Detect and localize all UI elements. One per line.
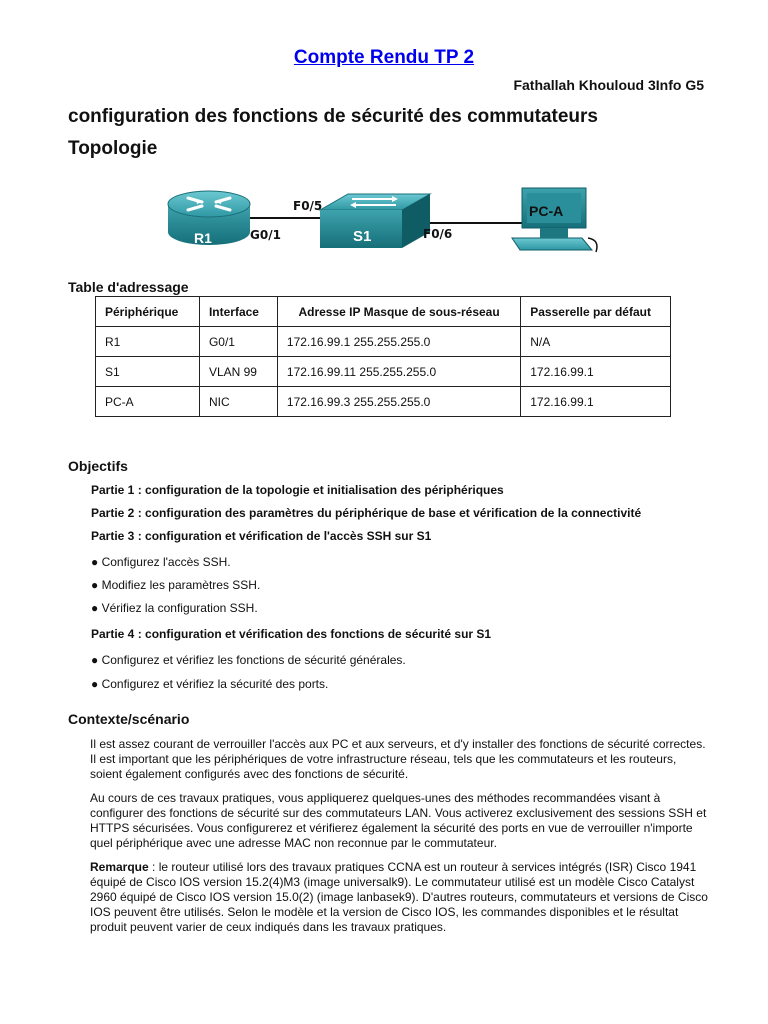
note-text: : le routeur utilisé lors des travaux pratiques CCNA est un routeur à services intégrés (ISR) Cisco 1941 équipé de Cisco IOS version 15.2(4)M3 (image universalk9). Le commutateur utilisé est un modèle Cisco Catalyst 2960 équipé de Cisco IOS version 15.0(2) (image lanbasek9). D'autres routeurs, commutateurs et versions de Cisco IOS peuvent être utilisés. Selon le modèle et la version de Cisco IOS, les commandes disponibles et le résultat produit peuvent varier de ceux indiqués dans les travaux pratiques.	[90, 860, 708, 934]
table-cell: VLAN 99	[199, 357, 277, 387]
table-cell: 172.16.99.1	[521, 357, 671, 387]
context-paragraph-2: Au cours de ces travaux pratiques, vous appliquerez quelques-unes des méthodes recommandées visant à configurer des fonctions de sécurité sur des commutateurs LAN. Vous activerez exclusivement des sessions SSH et HTTPS sécurisées. Vous configurerez et vérifierez également la sécurité des ports en vue de verrouiller n'importe quel périphérique avec une adresse MAC non reconnue par le commutateur.	[90, 791, 707, 850]
objective-part-4: Partie 4 : configuration et vérification des fonctions de sécurité sur S1	[91, 627, 492, 641]
table-cell: NIC	[199, 387, 277, 417]
document-title[interactable]: Compte Rendu TP 2	[293, 47, 475, 68]
table-cell: S1	[96, 357, 200, 387]
topology-diagram	[160, 180, 610, 262]
table-cell: 172.16.99.11 255.255.255.0	[277, 357, 520, 387]
list-item: ● Configurez l'accès SSH.	[91, 555, 231, 569]
table-cell: G0/1	[199, 327, 277, 357]
address-table-heading: Table d'adressage	[68, 279, 189, 295]
column-header: Passerelle par défaut	[521, 297, 671, 327]
objective-part-2: Partie 2 : configuration des paramètres du périphérique de base et vérification de la connectivité	[91, 506, 642, 520]
list-item: ● Vérifiez la configuration SSH.	[91, 601, 258, 615]
port-f05-label: F0/5	[293, 199, 323, 213]
column-header: Périphérique	[96, 297, 200, 327]
table-cell: 172.16.99.1	[521, 387, 671, 417]
table-row	[96, 387, 671, 417]
pc-icon	[512, 188, 597, 252]
port-g01-label: G0/1	[250, 228, 281, 242]
context-heading: Contexte/scénario	[68, 711, 190, 727]
table-row	[96, 327, 671, 357]
main-heading: configuration des fonctions de sécurité des commutateurs	[68, 106, 598, 127]
context-note	[90, 860, 710, 935]
column-header: Adresse IP Masque de sous-réseau	[277, 297, 520, 327]
objectives-heading: Objectifs	[68, 458, 128, 474]
topology-heading: Topologie	[68, 138, 158, 159]
table-cell: R1	[96, 327, 200, 357]
list-item: ● Configurez et vérifiez la sécurité des ports.	[91, 677, 329, 691]
switch-label: S1	[353, 228, 372, 245]
port-f06-label: F0/6	[423, 227, 453, 241]
table-cell: N/A	[521, 327, 671, 357]
router-label: R1	[194, 230, 212, 246]
note-label: Remarque	[90, 860, 149, 874]
table-cell: 172.16.99.1 255.255.255.0	[277, 327, 520, 357]
list-item: ● Configurez et vérifiez les fonctions de sécurité générales.	[91, 653, 406, 667]
column-header: Interface	[199, 297, 277, 327]
address-table	[95, 296, 671, 417]
objective-part-1: Partie 1 : configuration de la topologie et initialisation des périphériques	[91, 483, 504, 497]
table-cell: 172.16.99.3 255.255.255.0	[277, 387, 520, 417]
switch-s1-icon	[320, 194, 430, 248]
table-header-row	[96, 297, 671, 327]
table-row	[96, 357, 671, 387]
author-line: Fathallah Khouloud 3Info G5	[513, 77, 704, 93]
context-paragraph-1: Il est assez courant de verrouiller l'accès aux PC et aux serveurs, et d'y installer des fonctions de sécurité correctes. Il est important que les périphériques de votre infrastructure réseau, tels que les commutateurs et les routeurs, soient également configurés avec des fonctions de sécurité.	[90, 737, 706, 781]
list-item: ● Modifiez les paramètres SSH.	[91, 578, 261, 592]
objective-part-3: Partie 3 : configuration et vérification de l'accès SSH sur S1	[91, 529, 432, 543]
table-cell: PC-A	[96, 387, 200, 417]
pc-label: PC-A	[529, 203, 564, 219]
